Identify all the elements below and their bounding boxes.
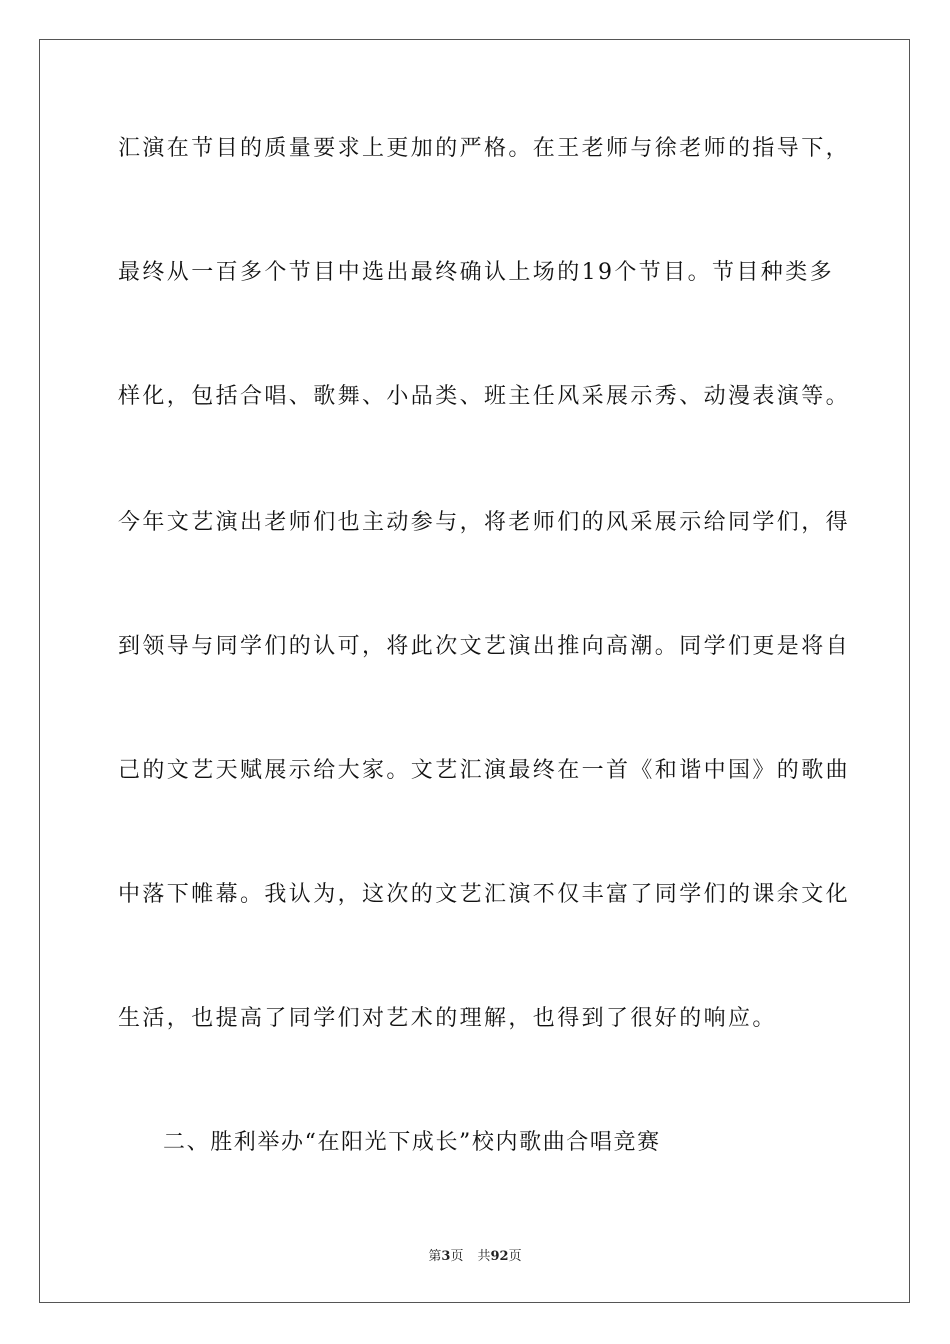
body-line-3: 样化，包括合唱、歌舞、小品类、班主任风采展示秀、动漫表演等。	[118, 384, 851, 409]
page-frame	[39, 39, 910, 1303]
body-line-1: 汇演在节目的质量要求上更加的严格。在王老师与徐老师的指导下，	[118, 136, 851, 161]
body-line-2: 最终从一百多个节目中选出最终确认上场的19个节目。节目种类多	[118, 260, 834, 285]
body-line-6: 己的文艺天赋展示给大家。文艺汇演最终在一首《和谐中国》的歌曲	[118, 758, 851, 783]
body-line-8: 生活，也提高了同学们对艺术的理解，也得到了很好的响应。	[118, 1006, 777, 1031]
footer-page-prefix: 第	[428, 1249, 442, 1264]
footer-page-suffix: 页	[450, 1249, 464, 1264]
footer-total-pages: 92	[490, 1249, 509, 1264]
footer-total-suffix: 页	[508, 1249, 522, 1264]
section-heading: 二、胜利举办“在阳光下成长”校内歌曲合唱竞赛	[163, 1130, 661, 1155]
footer-page-number: 3	[441, 1249, 451, 1264]
body-line-4: 今年文艺演出老师们也主动参与，将老师们的风采展示给同学们，得	[118, 510, 851, 535]
footer-total-prefix: 共	[477, 1249, 491, 1264]
body-line-5: 到领导与同学们的认可，将此次文艺演出推向高潮。同学们更是将自	[118, 634, 851, 659]
body-line-7: 中落下帷幕。我认为，这次的文艺汇演不仅丰富了同学们的课余文化	[118, 882, 851, 907]
page-footer	[0, 1248, 950, 1266]
